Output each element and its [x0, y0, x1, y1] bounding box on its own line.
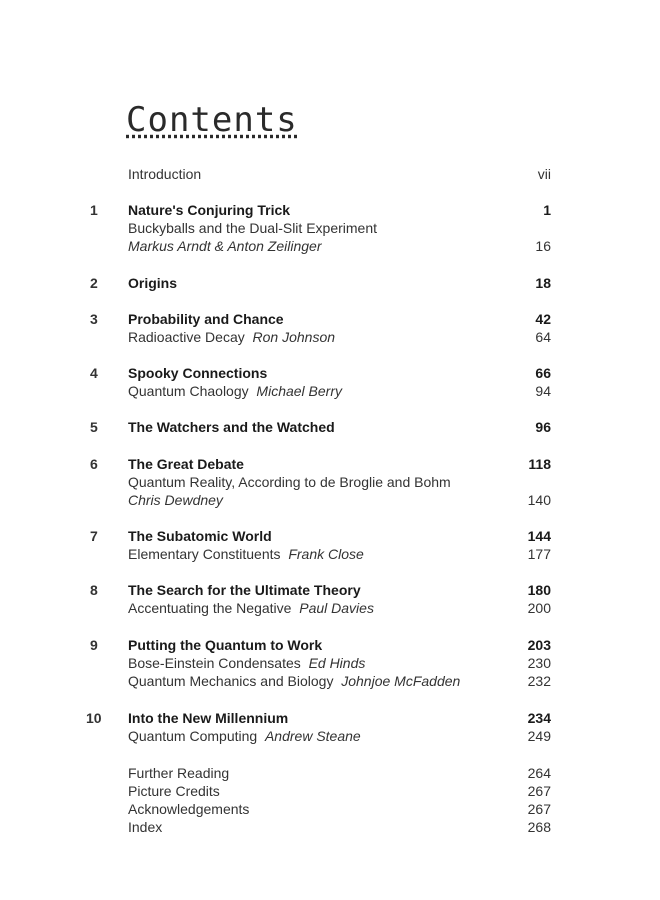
toc-chapter-3	[0, 310, 660, 328]
chapter-title: Nature's Conjuring Trick	[128, 202, 291, 218]
toc-essay	[0, 491, 660, 509]
chapter-number: 8	[90, 582, 98, 598]
toc-essay	[0, 473, 660, 491]
chapter-page: 144	[527, 528, 551, 544]
essay-author: Johnjoe McFadden	[341, 673, 461, 689]
essay-title: Quantum Chaology	[128, 383, 249, 399]
toc-essay	[0, 599, 660, 617]
chapter-page: 203	[527, 637, 551, 653]
toc-end-matter	[0, 818, 660, 836]
chapter-title: The Subatomic World	[128, 528, 272, 544]
essay-title: Accentuating the Negative	[128, 600, 292, 616]
toc-end-matter	[0, 782, 660, 800]
toc-entry-introduction	[0, 165, 660, 183]
toc-end-matter	[0, 764, 660, 782]
chapter-page: 96	[535, 419, 551, 435]
chapter-title: The Watchers and the Watched	[128, 419, 335, 435]
toc-page: 264	[527, 765, 551, 781]
toc-page: vii	[537, 166, 551, 182]
page-title: Contents	[126, 100, 298, 140]
chapter-title: The Great Debate	[128, 456, 244, 472]
toc-chapter-7	[0, 527, 660, 545]
toc-page: 267	[527, 801, 551, 817]
toc-chapter-10	[0, 709, 660, 727]
essay-author: Frank Close	[288, 546, 364, 562]
essay-page: 230	[527, 655, 551, 671]
toc-chapter-5	[0, 418, 660, 436]
chapter-title: Origins	[128, 275, 178, 291]
essay-page: 177	[527, 546, 551, 562]
essay-author: Michael Berry	[256, 383, 343, 399]
essay-title: Radioactive Decay	[128, 329, 245, 345]
toc-page: 268	[527, 819, 551, 835]
chapter-page: 118	[528, 456, 551, 472]
essay-title: Bose-Einstein Condensates	[128, 655, 301, 671]
essay-title: Buckyballs and the Dual-Slit Experiment	[128, 220, 378, 236]
chapter-title: Into the New Millennium	[128, 710, 289, 726]
chapter-page: 18	[535, 275, 551, 291]
toc-title: Further Reading	[128, 765, 230, 781]
chapter-title: Putting the Quantum to Work	[128, 637, 323, 653]
chapter-page: 1	[543, 202, 551, 218]
toc-title: Introduction	[128, 166, 202, 182]
toc-end-matter	[0, 800, 660, 818]
chapter-number: 5	[90, 419, 98, 435]
toc-essay	[0, 328, 660, 346]
toc-chapter-9	[0, 636, 660, 654]
chapter-title: Spooky Connections	[128, 365, 268, 381]
toc-essay	[0, 219, 660, 237]
chapter-number: 3	[90, 311, 98, 327]
essay-title: Quantum Reality, According to de Broglie and Bohm	[128, 474, 451, 490]
essay-page: 232	[527, 673, 551, 689]
chapter-number: 10	[86, 710, 102, 726]
essay-title: Elementary Constituents	[128, 546, 281, 562]
chapter-page: 180	[527, 582, 551, 598]
toc-chapter-1	[0, 201, 660, 219]
toc-essay	[0, 672, 660, 690]
essay-page: 200	[527, 600, 551, 616]
chapter-number: 2	[90, 275, 98, 291]
chapter-title: Probability and Chance	[128, 311, 284, 327]
essay-author: Paul Davies	[299, 600, 374, 616]
essay-title: Quantum Computing	[128, 728, 258, 744]
chapter-number: 1	[90, 202, 98, 218]
essay-page: 94	[535, 383, 551, 399]
toc-essay	[0, 382, 660, 400]
chapter-number: 7	[90, 528, 98, 544]
essay-author: Chris Dewdney	[128, 492, 223, 508]
toc-page: 267	[527, 783, 551, 799]
essay-author: Ron Johnson	[252, 329, 336, 345]
essay-author: Ed Hinds	[308, 655, 366, 671]
essay-author: Markus Arndt & Anton Zeilinger	[128, 238, 322, 254]
toc-chapter-6	[0, 455, 660, 473]
essay-page: 249	[527, 728, 551, 744]
toc-title: Acknowledgements	[128, 801, 250, 817]
toc-chapter-8	[0, 581, 660, 599]
toc-chapter-4	[0, 364, 660, 382]
chapter-number: 9	[90, 637, 98, 653]
toc-essay	[0, 545, 660, 563]
toc-essay	[0, 727, 660, 745]
chapter-number: 4	[90, 365, 98, 381]
chapter-page: 234	[527, 710, 551, 726]
toc-title: Picture Credits	[128, 783, 220, 799]
chapter-title: The Search for the Ultimate Theory	[128, 582, 361, 598]
essay-page: 16	[535, 238, 551, 254]
toc-essay	[0, 654, 660, 672]
essay-title: Quantum Mechanics and Biology	[128, 673, 334, 689]
toc-chapter-2	[0, 274, 660, 292]
essay-page: 64	[535, 329, 551, 345]
essay-author: Andrew Steane	[264, 728, 361, 744]
essay-page: 140	[527, 492, 551, 508]
toc-title: Index	[128, 819, 163, 835]
chapter-page: 42	[535, 311, 551, 327]
toc-essay	[0, 237, 660, 255]
chapter-page: 66	[535, 365, 551, 381]
chapter-number: 6	[90, 456, 98, 472]
